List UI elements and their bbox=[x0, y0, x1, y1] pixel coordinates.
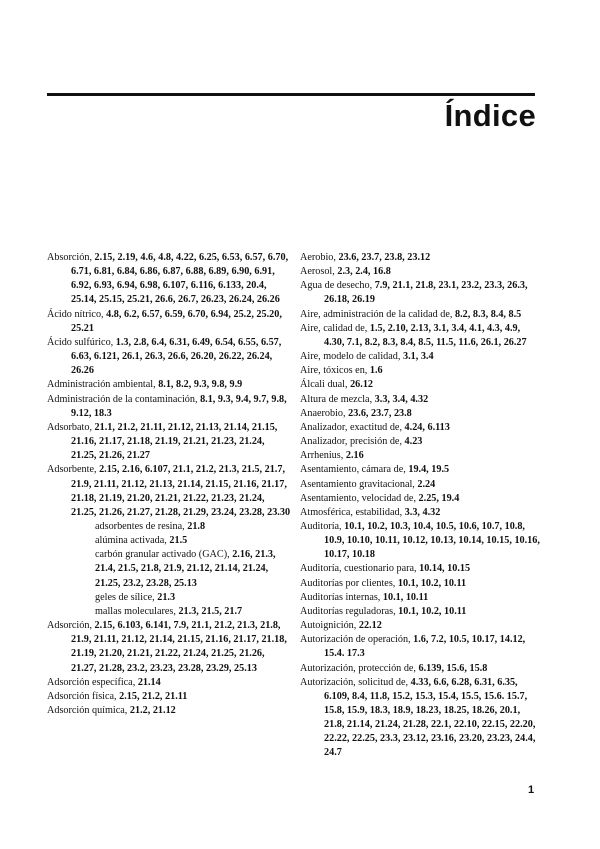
index-page-refs: 26.12 bbox=[350, 379, 373, 391]
index-term: Adsorción específica, bbox=[47, 676, 136, 688]
index-entry bbox=[300, 421, 540, 435]
index-subentry bbox=[47, 605, 292, 619]
index-term: Aire, administración de la calidad de, bbox=[300, 308, 453, 320]
index-term: carbón granular activado (GAC), bbox=[95, 549, 230, 561]
index-column-left bbox=[47, 251, 292, 718]
page-title: Índice bbox=[444, 98, 536, 133]
index-term: Asentamiento gravitacional, bbox=[300, 478, 415, 490]
index-entry bbox=[300, 506, 540, 520]
index-subentry bbox=[47, 520, 292, 534]
index-term: Agua de desecho, bbox=[300, 280, 373, 292]
index-page-refs: 10.1, 10.2, 10.11 bbox=[398, 605, 467, 617]
index-page-refs: 1.6, 7.2, 10.5, 10.17, 14.12, 15.4. 17.3 bbox=[324, 634, 526, 660]
page-number: 1 bbox=[528, 784, 535, 796]
index-entry bbox=[300, 350, 540, 364]
index-term: Aerobio, bbox=[300, 252, 336, 263]
index-term: Auditorías internas, bbox=[300, 591, 381, 603]
index-term: Álcali dual, bbox=[300, 379, 348, 391]
index-term: Aerosol, bbox=[300, 266, 335, 278]
index-subentry bbox=[47, 591, 292, 605]
index-term: Aire, calidad de, bbox=[300, 322, 368, 334]
index-term: alúmina activada, bbox=[95, 535, 167, 547]
index-page-refs: 1.6 bbox=[369, 365, 383, 377]
index-term: Auditoría, bbox=[300, 520, 342, 532]
index-term: Adsorción, bbox=[47, 620, 92, 632]
index-page-refs: 2.16, 21.3, 21.4, 21.5, 21.8, 21.9, 21.12, 21.14, 21.24, 21.25, 23.2, 23.28, 25.13 bbox=[95, 549, 276, 589]
index-term: Anaerobio, bbox=[300, 407, 346, 419]
index-entry bbox=[47, 378, 292, 392]
index-page-refs: 1.5, 2.10, 2.13, 3.1, 3.4, 4.1, 4.3, 4.9, 4.30, 7.1, 8.2, 8.3, 8.4, 8.5, 11.5, 11.6, 26.1, 26.27 bbox=[324, 322, 527, 348]
index-page-refs: 10.1, 10.11 bbox=[382, 591, 429, 603]
index-entry bbox=[300, 265, 540, 279]
index-page-refs: 8.1, 8.2, 9.3, 9.8, 9.9 bbox=[158, 379, 243, 391]
index-page-refs: 19.4, 19.5 bbox=[408, 464, 450, 476]
index-entry bbox=[300, 308, 540, 322]
index-entry bbox=[47, 251, 292, 308]
index-entry bbox=[300, 591, 540, 605]
index-entry bbox=[300, 492, 540, 506]
index-page-refs: 2.24 bbox=[417, 478, 436, 490]
index-page-refs: 10.1, 10.2, 10.11 bbox=[397, 577, 467, 589]
index-term: mallas moleculares, bbox=[95, 605, 176, 617]
index-entry bbox=[300, 562, 540, 576]
index-entry bbox=[300, 407, 540, 421]
index-entry bbox=[300, 364, 540, 378]
index-term: Aire, modelo de calidad, bbox=[300, 351, 401, 363]
index-subentry bbox=[47, 548, 292, 590]
index-term: Administración ambiental, bbox=[47, 379, 156, 391]
index-page-refs: 3.3, 4.32 bbox=[404, 506, 441, 518]
index-entry bbox=[47, 704, 292, 718]
index-page-refs: 1.3, 2.8, 6.4, 6.31, 6.49, 6.54, 6.55, 6.57, 6.63, 6.121, 26.1, 26.3, 26.6, 26.20, 26.22, 26.24, 26.26 bbox=[71, 336, 282, 377]
index-entry bbox=[300, 605, 540, 619]
index-term: Auditorías por clientes, bbox=[300, 577, 396, 589]
index-page-refs: 4.33, 6.6, 6.28, 6.31, 6.35, 6.109, 8.4, 11.8, 15.2, 15.3, 15.4, 15.5, 15.6. 15.7, 15.8, 15.9, 18.3, 18.9, 18.23, 18.25, 18.26, 20.1, 21.8, 21.14, 21.24, 21.28, 22.1, 22.10, 22.15, 22.20, 22.22, 22.25, 23.3, 23.12, 23.16, 23.20, 23.23, 24.4, 24.7 bbox=[324, 676, 536, 759]
index-page-refs: 2.16 bbox=[345, 450, 364, 462]
index-entry bbox=[300, 577, 540, 591]
index-entry bbox=[47, 619, 292, 676]
index-entry bbox=[47, 463, 292, 520]
index-term: Autorización de operación, bbox=[300, 634, 411, 646]
index-page-refs: 21.5 bbox=[169, 535, 188, 547]
index-page-refs: 4.8, 6.2, 6.57, 6.59, 6.70, 6.94, 25.2, 25.20, 25.21 bbox=[71, 308, 282, 334]
index-term: Analizador, precisión de, bbox=[300, 436, 402, 448]
index-term: geles de sílice, bbox=[95, 591, 155, 603]
index-entry bbox=[300, 619, 540, 633]
index-term: Adsorbato, bbox=[47, 421, 92, 433]
index-page-refs: 21.8 bbox=[187, 520, 206, 532]
index-term: adsorbentes de resina, bbox=[95, 520, 185, 532]
index-page-refs: 21.1, 21.2, 21.11, 21.12, 21.13, 21.14, 21.15, 21.16, 21.17, 21.18, 21.19, 21.21, 21.23, 21.24, 21.25, 21.26, 21.27 bbox=[71, 421, 278, 462]
index-page-refs: 3.1, 3.4 bbox=[402, 351, 434, 363]
index-entry bbox=[300, 279, 540, 307]
index-page-refs: 3.3, 3.4, 4.32 bbox=[374, 393, 429, 405]
index-page-refs: 7.9, 21.1, 21.8, 23.1, 23.2, 23.3, 26.3, 26.18, 26.19 bbox=[324, 280, 528, 306]
index-page-refs: 22.12 bbox=[358, 620, 382, 632]
index-term: Ácido sulfúrico, bbox=[47, 336, 114, 348]
index-page-refs: 8.1, 9.3, 9.4, 9.7, 9.8, 9.12, 18.3 bbox=[71, 393, 287, 419]
index-page-refs: 2.15, 2.19, 4.6, 4.8, 4.22, 6.25, 6.53, 6.57, 6.70, 6.71, 6.81, 6.84, 6.86, 6.87, 6.88, 6.89, 6.90, 6.91, 6.92, 6.93, 6.94, 6.98, 6.107, 6.116, 6.133, 20.4, 25.14, 25.15, 25.21, 26.6, 26.7, 26.23, 26.24, 26.26 bbox=[71, 252, 289, 306]
index-page-refs: 21.3, 21.5, 21.7 bbox=[178, 605, 243, 617]
index-page-refs: 4.24, 6.113 bbox=[404, 421, 450, 433]
index-term: Auditorías reguladoras, bbox=[300, 605, 396, 617]
index-term: Administración de la contaminación, bbox=[47, 393, 198, 405]
index-entry bbox=[300, 520, 540, 562]
index-entry bbox=[300, 251, 540, 265]
index-term: Adsorción química, bbox=[47, 705, 128, 716]
index-page-refs: 6.139, 15.6, 15.8 bbox=[418, 662, 488, 674]
index-entry bbox=[47, 336, 292, 378]
index-page-refs: 23.6, 23.7, 23.8 bbox=[348, 407, 412, 419]
index-entry bbox=[47, 393, 292, 421]
index-page-refs: 21.3 bbox=[157, 591, 176, 603]
index-term: Analizador, exactitud de, bbox=[300, 421, 402, 433]
index-page-refs: 4.23 bbox=[404, 436, 423, 448]
index-page-refs: 2.15, 2.16, 6.107, 21.1, 21.2, 21.3, 21.5, 21.7, 21.9, 21.11, 21.12, 21.13, 21.14, 21.15, 21.16, 21.17, 21.18, 21.19, 21.20, 21.21, 21.22, 21.23, 21.24, 21.25, 21.26, 21.27, 21.28, 21.29, 23.24, 23.28, 23.30 bbox=[71, 464, 291, 518]
index-page-refs: 2.15, 6.103, 6.141, 7.9, 21.1, 21.2, 21.3, 21.8, 21.9, 21.11, 21.12, 21.14, 21.15, 21.16, 21.17, 21.18, 21.19, 21.20, 21.21, 21.22, 21.24, 21.25, 21.26, 21.27, 21.28, 23.2, 23.23, 23.28, 23.29, 25.13 bbox=[71, 620, 287, 674]
index-entry bbox=[300, 449, 540, 463]
index-entry bbox=[300, 322, 540, 350]
index-page-refs: 2.15, 21.2, 21.11 bbox=[119, 690, 188, 702]
index-entry bbox=[300, 463, 540, 477]
index-entry bbox=[300, 435, 540, 449]
index-term: Ácido nítrico, bbox=[47, 308, 104, 320]
index-term: Adsorción física, bbox=[47, 690, 117, 702]
index-entry bbox=[300, 676, 540, 761]
index-term: Aire, tóxicos en, bbox=[300, 365, 368, 377]
index-term: Autorización, protección de, bbox=[300, 662, 416, 674]
index-page-refs: 10.1, 10.2, 10.3, 10.4, 10.5, 10.6, 10.7, 10.8, 10.9, 10.10, 10.11, 10.12, 10.13, 10.14, 10.15, 10.16, 10.17, 10.18 bbox=[324, 520, 540, 561]
index-entry bbox=[300, 378, 540, 392]
index-term: Auditoría, cuestionario para, bbox=[300, 563, 417, 575]
index-page-refs: 23.6, 23.7, 23.8, 23.12 bbox=[338, 252, 431, 263]
index-term: Asentamiento, cámara de, bbox=[300, 464, 406, 476]
index-entry bbox=[300, 662, 540, 676]
index-page-refs: 21.14 bbox=[137, 676, 161, 688]
index-entry bbox=[300, 633, 540, 661]
index-page-refs: 21.2, 21.12 bbox=[129, 705, 176, 716]
index-column-right bbox=[300, 251, 540, 761]
index-subentry bbox=[47, 534, 292, 548]
index-page-refs: 10.14, 10.15 bbox=[419, 563, 471, 575]
index-term: Atmosférica, estabilidad, bbox=[300, 506, 403, 518]
index-entry bbox=[47, 690, 292, 704]
index-term: Autoignición, bbox=[300, 620, 357, 632]
index-entry bbox=[47, 421, 292, 463]
index-term: Absorción, bbox=[47, 252, 92, 263]
index-entry bbox=[300, 478, 540, 492]
index-entry bbox=[47, 308, 292, 336]
index-term: Adsorbente, bbox=[47, 464, 97, 476]
index-term: Altura de mezcla, bbox=[300, 393, 373, 405]
index-term: Arrhenius, bbox=[300, 450, 344, 462]
index-entry bbox=[300, 393, 540, 407]
index-term: Autorización, solicitud de, bbox=[300, 676, 409, 688]
index-entry bbox=[47, 676, 292, 690]
index-term: Asentamiento, velocidad de, bbox=[300, 492, 416, 504]
index-page-refs: 8.2, 8.3, 8.4, 8.5 bbox=[455, 308, 522, 320]
index-page-refs: 2.3, 2.4, 16.8 bbox=[337, 266, 391, 278]
index-page-refs: 2.25, 19.4 bbox=[418, 492, 460, 504]
